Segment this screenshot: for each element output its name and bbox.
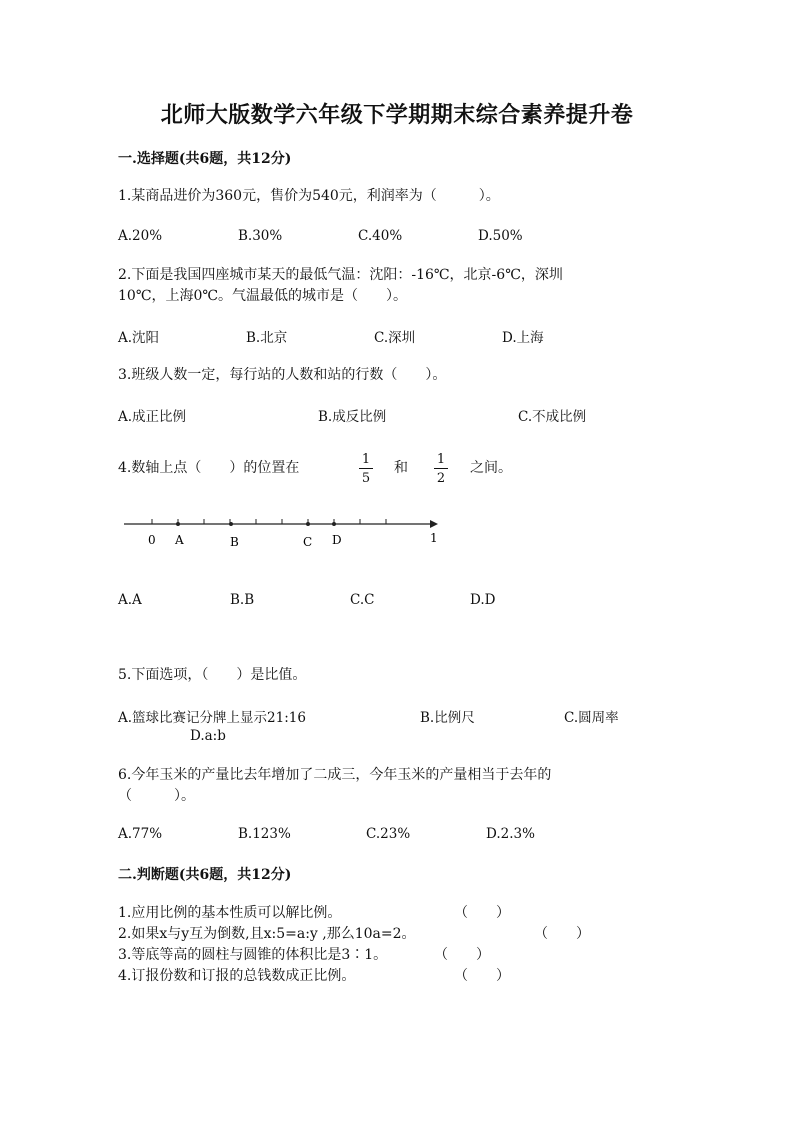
point-d	[332, 522, 336, 526]
question-1: 1.某商品进价为360元，售价为540元，利润率为（ ）。	[118, 188, 500, 204]
question-2-line1: 2.下面是我国四座城市某天的最低气温：沈阳：-16℃，北京-6℃，深圳	[118, 267, 563, 283]
label-a: A	[175, 533, 184, 547]
tf-item-3: 3.等底等高的圆柱与圆锥的体积比是3∶1。	[118, 947, 388, 963]
question-3: 3.班级人数一定，每行站的人数和站的行数（ ）。	[118, 367, 447, 383]
section-heading-choice: 一.选择题(共6题，共12分)	[118, 151, 292, 167]
q3-option-b: B.成反比例	[318, 409, 387, 425]
q1-option-a: A.20%	[118, 228, 163, 244]
q6-option-b: B.123%	[238, 826, 291, 842]
q5-option-d: D.a:b	[190, 728, 226, 744]
question-2-line2: 10℃，上海0℃。气温最低的城市是（ ）。	[118, 288, 408, 304]
question-4-and: 和	[394, 460, 408, 476]
question-6-line2: （ ）。	[118, 788, 195, 804]
tf-item-2-blank: （ ）	[534, 926, 590, 942]
tf-item-1-blank: （ ）	[454, 905, 510, 921]
q1-option-c: C.40%	[358, 228, 403, 244]
point-b	[229, 522, 233, 526]
question-5: 5.下面选项，（ ）是比值。	[118, 667, 307, 683]
point-c	[306, 522, 310, 526]
q4-option-d: D.D	[470, 592, 496, 608]
number-line	[118, 512, 448, 552]
question-6-line1: 6.今年玉米的产量比去年增加了二成三，今年玉米的产量相当于去年的	[118, 767, 552, 783]
q1-option-b: B.30%	[238, 228, 283, 244]
q3-option-c: C.不成比例	[518, 409, 587, 425]
label-b: B	[230, 535, 239, 549]
q3-option-a: A.成正比例	[118, 409, 187, 425]
tf-item-4: 4.订报份数和订报的总钱数成正比例。	[118, 968, 356, 984]
fraction-one-half	[434, 452, 448, 486]
question-4-part2: 之间。	[470, 460, 512, 476]
label-d: D	[332, 533, 342, 547]
label-1: 1	[430, 531, 438, 545]
point-a	[176, 522, 180, 526]
label-c: C	[303, 535, 313, 549]
tf-item-2: 2.如果x与y互为倒数,且x:5=a:y ,那么10a=2。	[118, 926, 416, 942]
tf-item-1: 1.应用比例的基本性质可以解比例。	[118, 905, 342, 921]
q6-option-d: D.2.3%	[486, 826, 535, 842]
q4-option-b: B.B	[230, 592, 255, 608]
question-4-part1: 4.数轴上点（ ）的位置在	[118, 460, 300, 476]
q5-option-c: C.圆周率	[564, 710, 619, 726]
q4-option-a: A.A	[118, 592, 142, 608]
fraction-one-fifth-numerator: 1	[361, 452, 371, 467]
fraction-one-half-numerator: 1	[436, 452, 446, 467]
q6-option-a: A.77%	[118, 826, 163, 842]
fraction-bar	[434, 468, 448, 469]
page-title: 北师大版数学六年级下学期期末综合素养提升卷	[160, 102, 634, 128]
label-0: 0	[148, 533, 156, 547]
q2-option-d: D.上海	[502, 330, 544, 346]
tf-item-3-blank: （ ）	[434, 947, 490, 963]
q1-option-d: D.50%	[478, 228, 523, 244]
fraction-one-fifth-denominator: 5	[361, 471, 371, 486]
number-line-arrow	[430, 520, 438, 528]
tf-item-4-blank: （ ）	[454, 968, 510, 984]
fraction-one-half-denominator: 2	[436, 471, 446, 486]
q4-option-c: C.C	[350, 592, 375, 608]
fraction-bar	[359, 468, 373, 469]
q5-option-a: A.篮球比赛记分牌上显示21:16	[118, 710, 306, 726]
q2-option-c: C.深圳	[374, 330, 416, 346]
q2-option-b: B.北京	[246, 330, 288, 346]
fraction-one-fifth	[359, 452, 373, 486]
q2-option-a: A.沈阳	[118, 330, 160, 346]
q5-option-b: B.比例尺	[420, 710, 475, 726]
section-heading-true-false: 二.判断题(共6题，共12分)	[118, 867, 292, 883]
q6-option-c: C.23%	[366, 826, 411, 842]
